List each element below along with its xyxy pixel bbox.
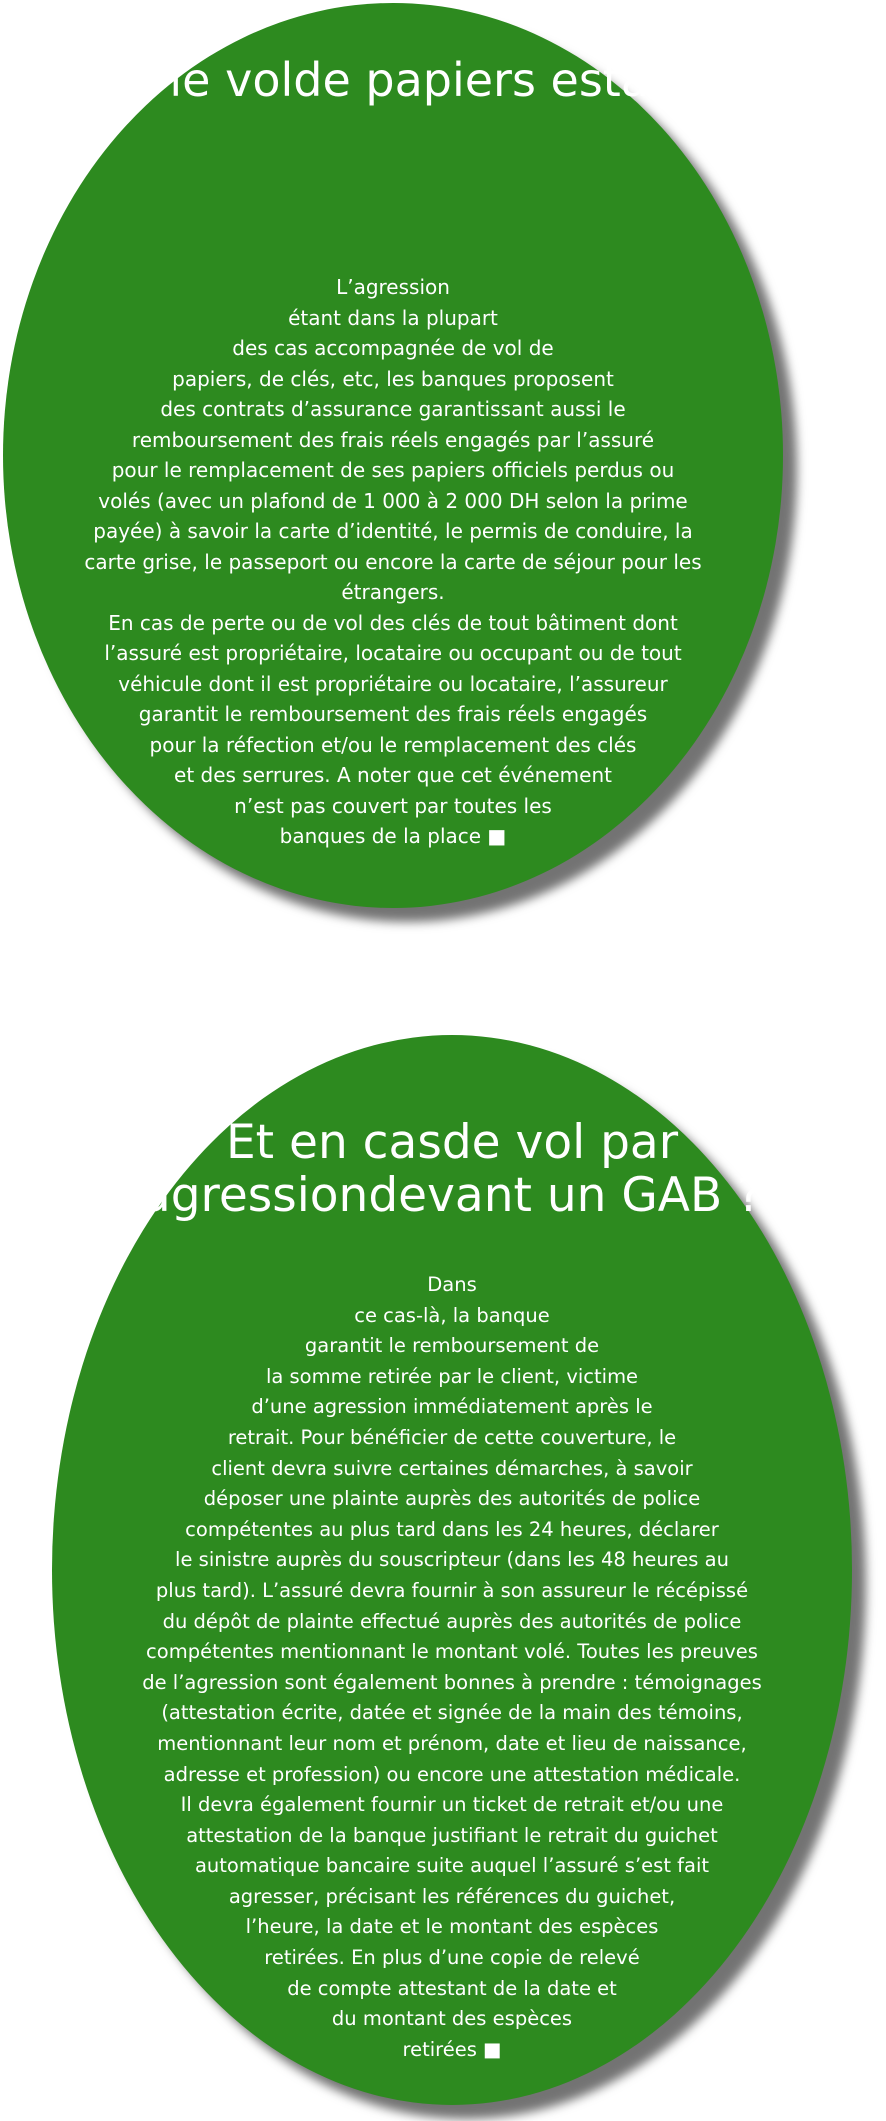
text-line: payée) à savoir la carte d’identité, le permis de conduire, la bbox=[93, 519, 693, 543]
text-line: la somme retirée par le client, victime bbox=[265, 1364, 639, 1388]
text-line: Même le vol bbox=[13, 53, 294, 107]
text-line: agresser, précisant les références du guichet, bbox=[228, 1884, 676, 1908]
text-line: d’une agression immédiatement après le bbox=[251, 1395, 653, 1419]
text-line: le sinistre auprès du souscripteur (dans les 48 heures au bbox=[175, 1548, 729, 1572]
text-line: l’heure, la date et le montant des espèces bbox=[245, 1915, 659, 1939]
text-line: Et en cas bbox=[225, 1115, 442, 1170]
text-line: retrait. Pour bénéficier de cette couverture, le bbox=[227, 1425, 677, 1449]
text-line: retirées. En plus d’une copie de relevé bbox=[264, 1946, 640, 1970]
text-line: papiers, de clés, etc, les banques proposent bbox=[172, 366, 614, 391]
text-line: des contrats d’assurance garantissant aussi le bbox=[160, 397, 626, 421]
text-line: de papiers est bbox=[293, 53, 621, 107]
text-line: volés (avec un plafond de 1 000 à 2 000 DH selon la prime bbox=[98, 488, 688, 513]
text-line: pour le remplacement de ses papiers officiels perdus ou bbox=[111, 458, 675, 482]
text-line: attestation de la banque justifiant le retrait du guichet bbox=[186, 1823, 718, 1847]
text-line: Dans bbox=[427, 1273, 477, 1296]
text-line: adresse et profession) ou encore une attestation médicale. bbox=[163, 1762, 741, 1786]
text-line: (attestation écrite, datée et signée de la main des témoins, bbox=[161, 1701, 743, 1725]
text-line: En cas de perte ou de vol des clés de tout bâtiment dont bbox=[108, 610, 678, 635]
text-line: et des serrures. A noter que cet événement bbox=[174, 763, 612, 787]
text-line: du montant des espèces bbox=[331, 2007, 573, 2031]
section-title-atm bbox=[52, 1116, 852, 1222]
text-line: déposer une plainte auprès des autorités de police bbox=[203, 1487, 701, 1511]
text-line: du dépôt de plainte effectué auprès des autorités de police bbox=[162, 1609, 742, 1633]
text-line: remboursement des frais réels engagés par l’assuré bbox=[131, 427, 655, 452]
text-line: retirées ■ bbox=[402, 2037, 502, 2061]
text-line: de l’agression sont également bonnes à prendre : témoignages bbox=[142, 1670, 762, 1694]
text-line: plus tard). L’assuré devra fournir à son assureur le récépissé bbox=[155, 1578, 749, 1602]
text-line: véhicule dont il est propriétaire ou locataire, l’assureur bbox=[118, 671, 668, 696]
text-line: Il devra également fournir un ticket de retrait et/ou une bbox=[180, 1793, 724, 1817]
text-line: n’est pas couvert par toutes les bbox=[234, 793, 552, 818]
text-line: devant un GAB ? bbox=[368, 1168, 763, 1224]
text-line: des cas accompagnée de vol de bbox=[232, 336, 554, 360]
text-line: l’assuré est propriétaire, locataire ou occupant ou de tout bbox=[104, 641, 682, 665]
text-line: ce cas-là, la banque bbox=[354, 1303, 550, 1327]
text-line: mentionnant leur nom et prénom, date et lieu de naissance, bbox=[157, 1731, 747, 1755]
text-line: assuré bbox=[620, 53, 773, 107]
text-line: automatique bancaire suite auquel l’assuré s’est fait bbox=[194, 1854, 710, 1878]
text-line: étrangers. bbox=[341, 580, 445, 604]
text-line: carte grise, le passeport ou encore la carte de séjour pour les bbox=[84, 549, 702, 574]
text-line: de vol par agression bbox=[141, 1115, 679, 1224]
section-title-papers bbox=[3, 55, 783, 107]
text-line: compétentes mentionnant le montant volé. Toutes les preuves bbox=[146, 1640, 758, 1664]
text-line: pour la réfection et/ou le remplacement des clés bbox=[149, 732, 637, 757]
text-line: garantit le remboursement des frais réels engagés bbox=[138, 702, 648, 726]
text-line: compétentes au plus tard dans les 24 heures, déclarer bbox=[185, 1517, 719, 1541]
info-bubble-papers bbox=[3, 3, 783, 908]
text-line: garantit le remboursement de bbox=[304, 1334, 600, 1358]
text-line: de compte attestant de la date et bbox=[287, 1976, 617, 2000]
text-line: banques de la place ■ bbox=[279, 824, 507, 848]
text-line: étant dans la plupart bbox=[288, 305, 498, 330]
info-bubble-atm bbox=[52, 1035, 852, 2105]
section-body-papers bbox=[3, 272, 783, 852]
text-line: client devra suivre certaines démarches, à savoir bbox=[211, 1456, 693, 1480]
text-line: L’agression bbox=[336, 275, 450, 299]
section-body-atm bbox=[52, 1270, 852, 2065]
